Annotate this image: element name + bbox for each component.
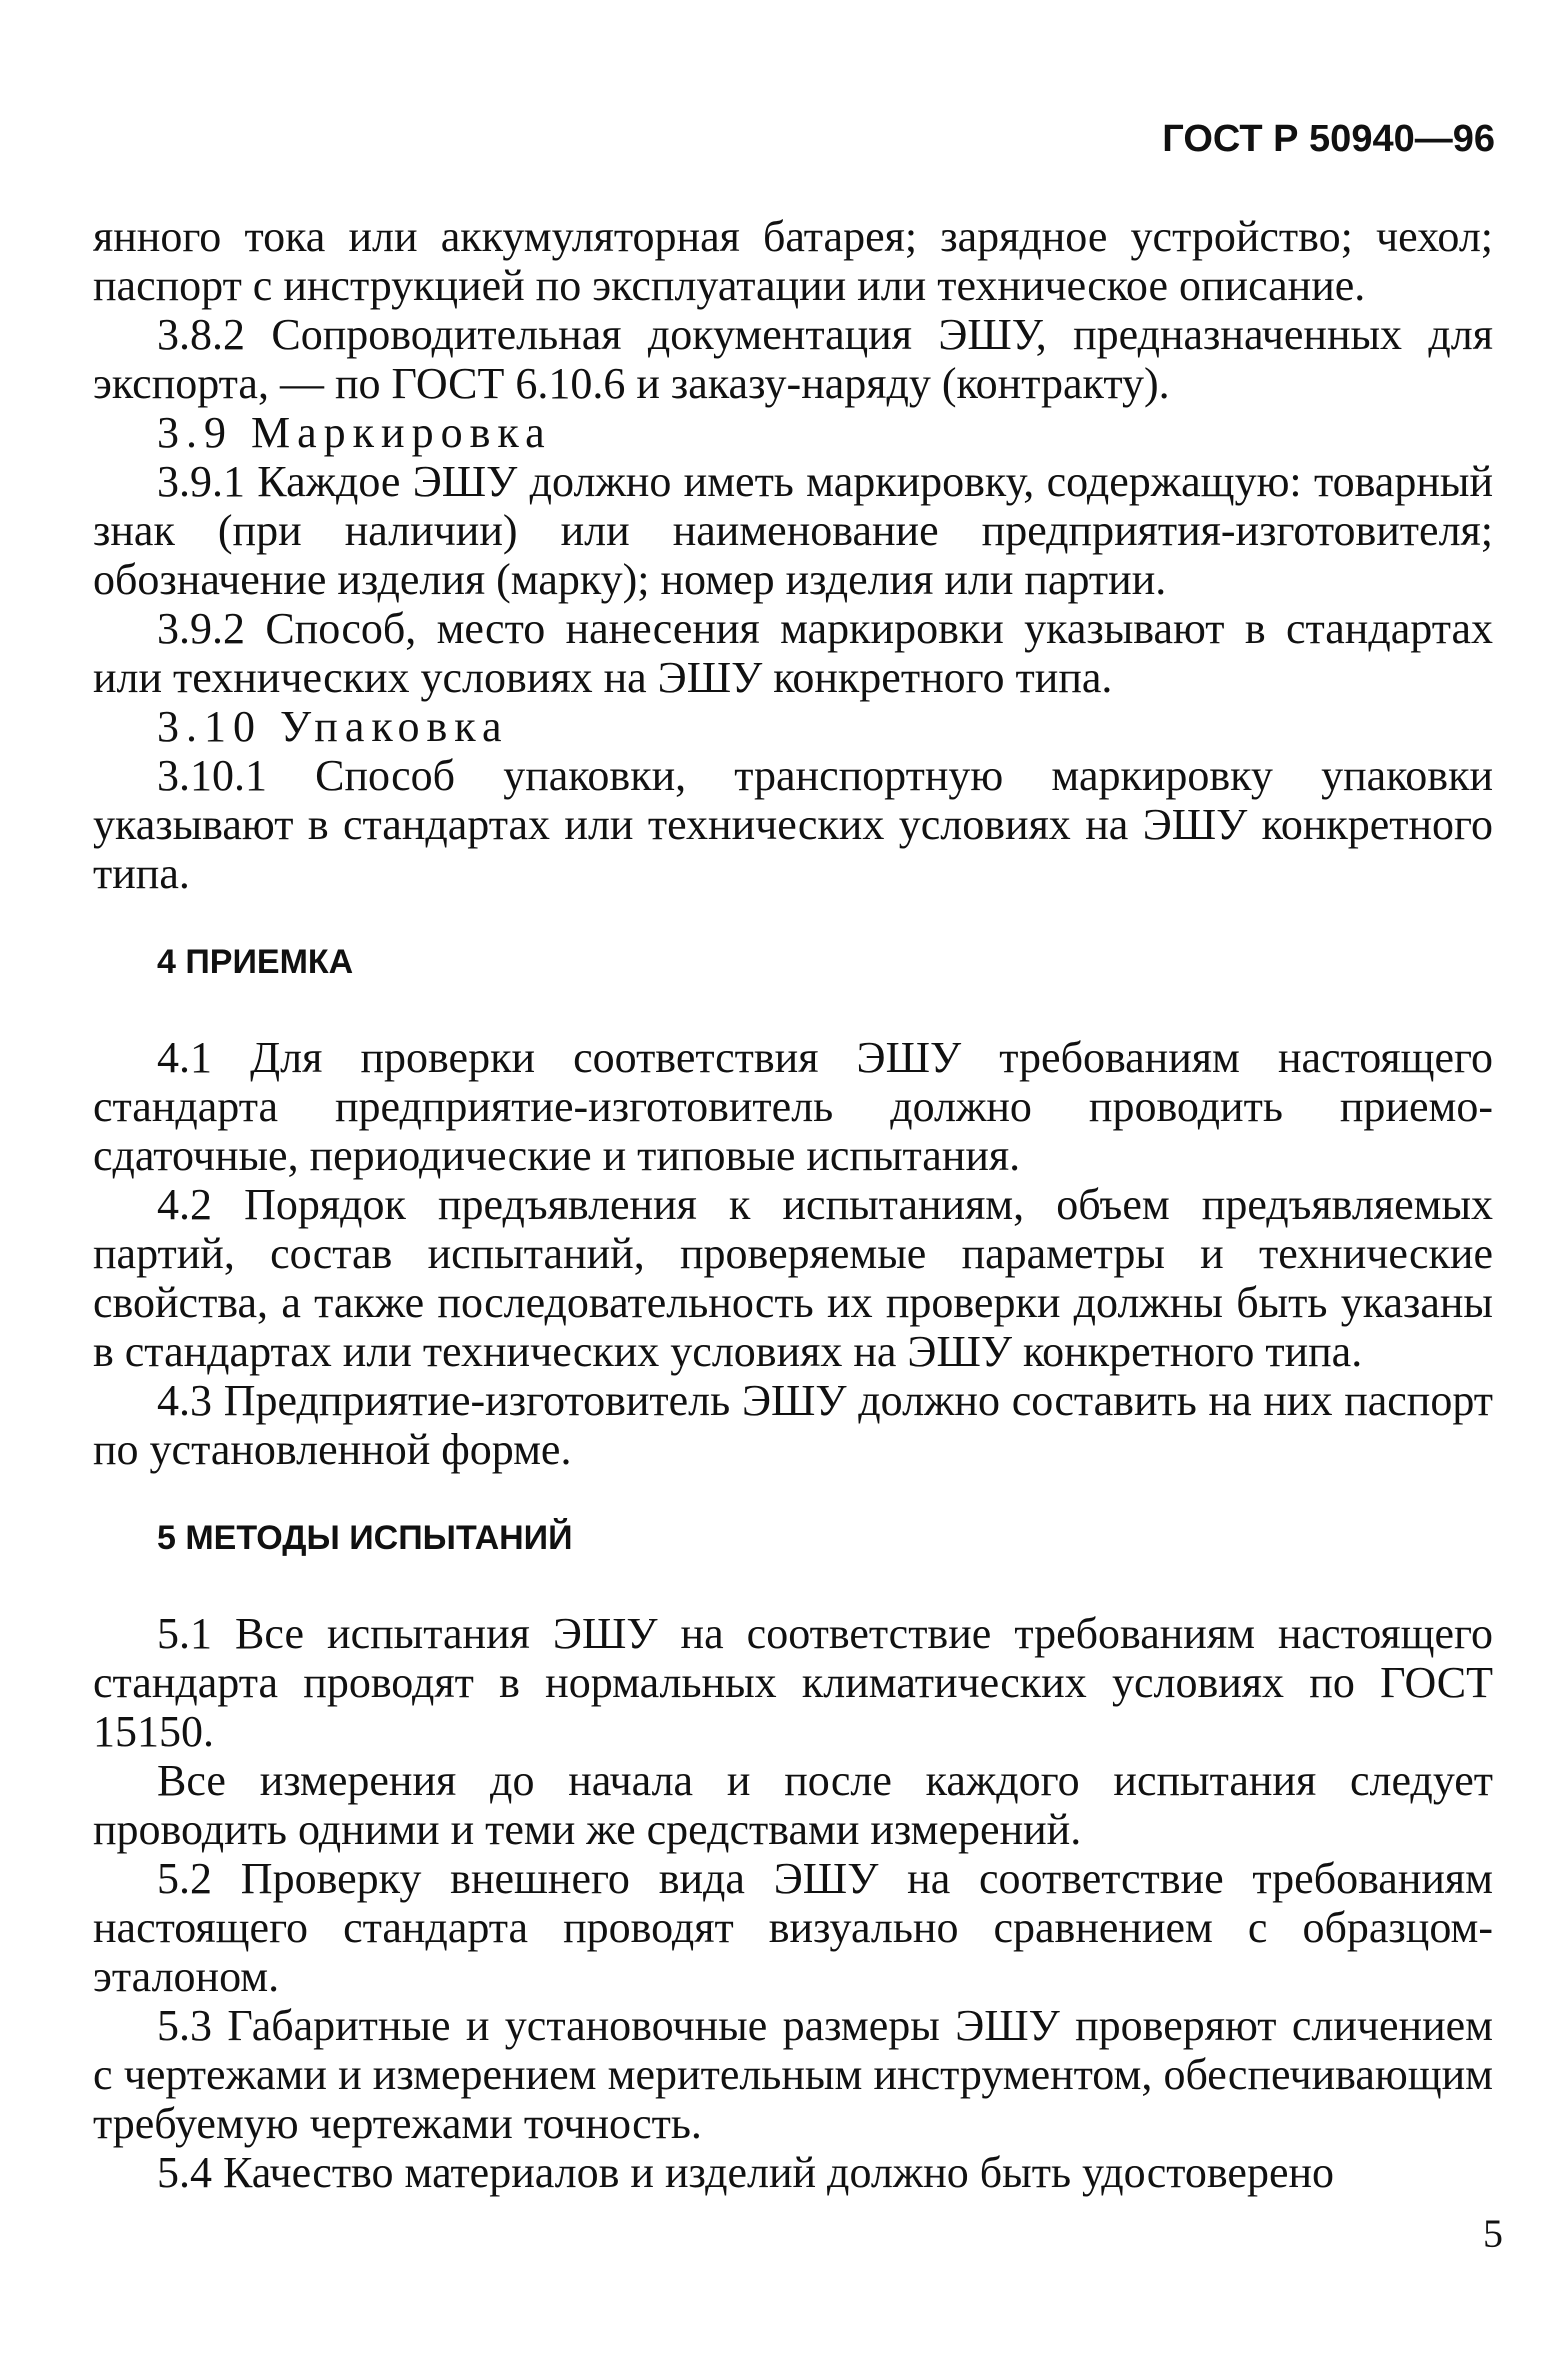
paragraph-5-4: 5.4 Качество материалов и изделий должно быть удостоверено [157,2148,1335,2197]
paragraph-intro-continuation: янного тока или аккумуляторная батарея; зарядное устройство; чехол; паспорт с инструкцией по эксплуатации или техническое описание. [93,212,1493,310]
paragraph-4-3: 4.3 Предприятие-изготовитель ЭШУ должно составить на них паспорт по установленной форме. [93,1376,1493,1474]
spacer [93,987,1493,1033]
section-heading-4: 4 ПРИЕМКА [157,943,354,981]
paragraph-4-1: 4.1 Для проверки соответствия ЭШУ требованиям настоящего стандарта предприятие-изготовитель должно проводить приемо-сдаточные, периодические и типовые испытания. [93,1033,1493,1180]
subsection-heading-3-9 [93,408,1493,457]
paragraph-5-3: 5.3 Габаритные и установочные размеры ЭШУ проверяют сличением с чертежами и измерением мерительным инструментом, обеспечивающим требуемую чертежами точность. [93,2001,1493,2148]
paragraph-3-9-2: 3.9.2 Способ, место нанесения маркировки указывают в стандартах или технических условиях на ЭШУ конкретного типа. [93,604,1493,702]
paragraph-3-8-2: 3.8.2 Сопроводительная документация ЭШУ, предназначенных для экспорта, — по ГОСТ 6.10.6 и заказу-наряду (контракту). [93,310,1493,408]
paragraph-3-9-1: 3.9.1 Каждое ЭШУ должно иметь маркировку, содержащую: товарный знак (при наличии) или наименование предприятия-изготовителя; обозначение изделия (марку); номер изделия или партии. [93,457,1493,604]
spacer [93,1474,1493,1514]
page-number: 5 [1483,2211,1503,2256]
section-heading-5: 5 МЕТОДЫ ИСПЫТАНИЙ [157,1519,573,1557]
paragraph-5-2: 5.2 Проверку внешнего вида ЭШУ на соответствие требованиям настоящего стандарта проводят визуально сравнением с образцом-эталоном. [93,1854,1493,2001]
paragraph-4-2: 4.2 Порядок предъявления к испытаниям, объем предъявляемых партий, состав испытаний, проверяемые параметры и технические свойства, а также последовательность их проверки должны быть указаны в стандартах или технических условиях на ЭШУ конкретного типа. [93,1180,1493,1376]
document-body [93,212,1493,2197]
document-code-header: ГОСТ Р 50940—96 [1162,118,1495,160]
spacer [93,1563,1493,1609]
subsection-heading-3-10-text: 3.10 Упаковка [157,702,509,751]
subsection-heading-3-9-text: 3.9 Маркировка [157,408,552,457]
paragraph-5-1: 5.1 Все испытания ЭШУ на соответствие требованиям настоящего стандарта проводят в нормальных климатических условиях по ГОСТ 15150. [93,1609,1493,1756]
spacer [93,898,1493,938]
subsection-heading-3-10 [93,702,1493,751]
paragraph-5-1-continued: Все измерения до начала и после каждого испытания следует проводить одними и теми же средствами измерений. [93,1756,1493,1854]
paragraph-3-10-1: 3.10.1 Способ упаковки, транспортную маркировку упаковки указывают в стандартах или технических условиях на ЭШУ конкретного типа. [93,751,1493,898]
